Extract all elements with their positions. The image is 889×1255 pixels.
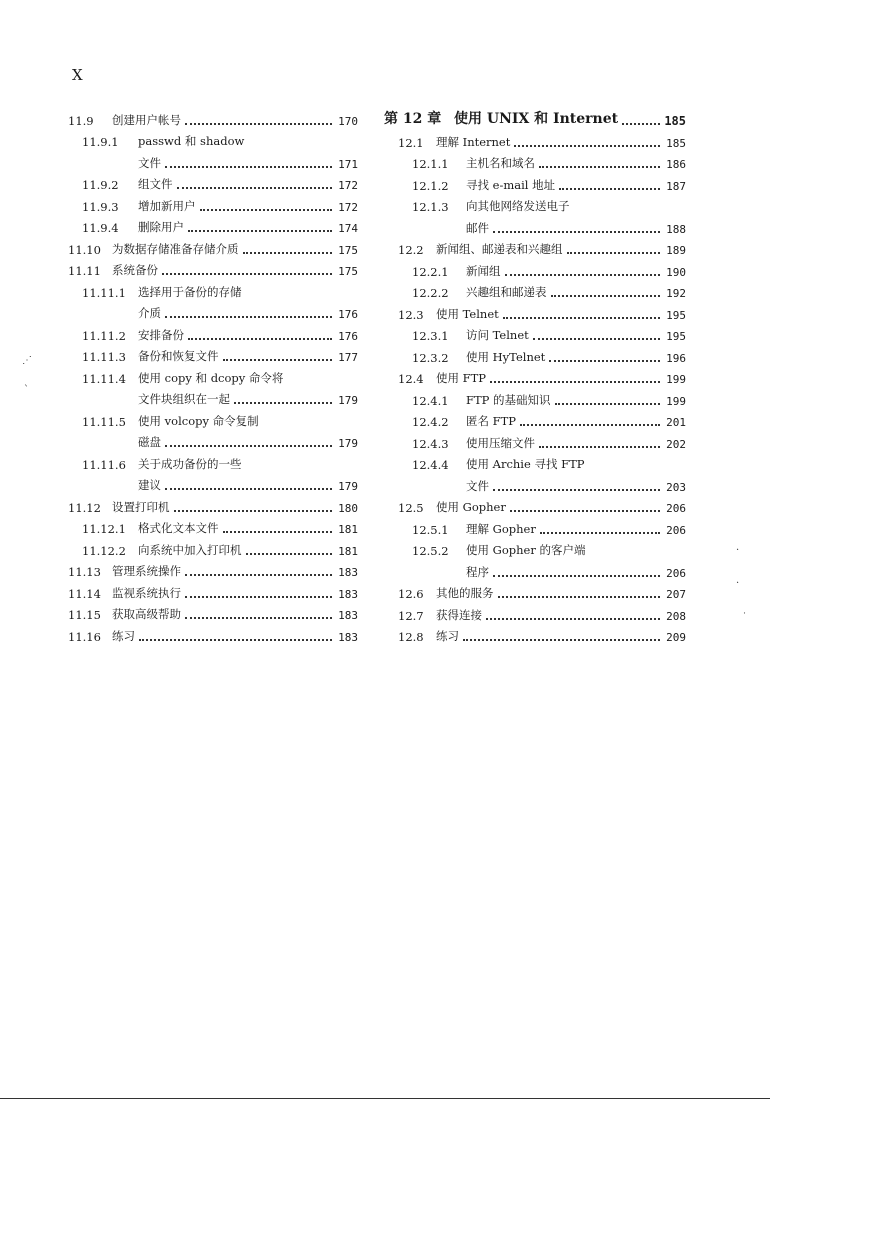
toc-entry-title: 增加新用户 — [138, 198, 196, 213]
toc-page-number: 196 — [666, 351, 686, 365]
toc-entry-title: 匿名 FTP — [466, 414, 517, 428]
toc-page-number: 170 — [338, 114, 358, 128]
toc-leader-dots — [622, 123, 660, 125]
toc-left-column — [68, 106, 358, 644]
toc-leader-dots — [188, 338, 332, 340]
toc-entry-number: 12.2 — [398, 243, 424, 257]
toc-entry — [384, 365, 686, 387]
toc-entry — [68, 364, 358, 386]
toc-page-number: 203 — [666, 480, 686, 494]
toc-leader-dots — [200, 209, 333, 211]
toc-entry-title: 介质 — [138, 306, 161, 320]
toc-page-number: 181 — [338, 544, 358, 558]
toc-entry-title: 获得连接 — [436, 607, 482, 622]
toc-entry-title: 创建用户帐号 — [112, 112, 181, 127]
toc-entry-number: 11.14 — [68, 586, 101, 601]
toc-entry — [384, 558, 686, 580]
toc-leader-dots — [549, 360, 660, 362]
toc-leader-dots — [520, 424, 660, 426]
toc-entry-title: FTP 的基础知识 — [466, 392, 551, 407]
toc-entry-title: 组文件 — [138, 177, 173, 191]
toc-page-number: 209 — [666, 631, 686, 644]
toc-entry — [68, 321, 358, 343]
toc-entry-number: 12.5.1 — [412, 522, 449, 537]
toc-leader-dots — [165, 166, 332, 168]
toc-entry-number: 11.11.5 — [82, 414, 126, 429]
toc-entry — [68, 407, 358, 429]
toc-entry-number: 11.11.2 — [82, 328, 126, 343]
toc-leader-dots — [234, 402, 332, 404]
scan-speck: · — [736, 545, 740, 556]
toc-entry-number: 11.9 — [68, 113, 94, 128]
toc-entry-number: 12.8 — [398, 630, 424, 644]
toc-page-number: 179 — [338, 480, 358, 493]
toc-entry — [68, 601, 358, 623]
toc-entry — [384, 300, 686, 322]
toc-entry — [68, 536, 358, 558]
toc-entry-number: 12.3.1 — [412, 329, 449, 343]
toc-page-number: 208 — [666, 609, 686, 623]
toc-entry-number: 12.6 — [398, 587, 424, 601]
toc-entry — [384, 386, 686, 408]
toc-entry-number: 11.15 — [68, 608, 101, 622]
toc-leader-dots — [139, 639, 332, 641]
toc-entry-number: 11.11 — [68, 264, 101, 278]
toc-entry-title: 格式化文本文件 — [138, 521, 219, 535]
toc-entry — [384, 193, 686, 215]
toc-entry-number: 11.16 — [68, 629, 101, 644]
toc-entry-number: 12.4.3 — [412, 436, 449, 451]
toc-entry-title: 为数据存储准备存储介质 — [112, 241, 239, 256]
toc-entry-title: 理解 Gopher — [466, 521, 536, 536]
toc-entry — [68, 493, 358, 515]
toc-leader-dots — [243, 252, 333, 254]
toc-entry — [384, 128, 686, 150]
toc-entry — [68, 386, 358, 408]
toc-entry-number: 11.11.3 — [82, 350, 126, 364]
toc-entry — [68, 515, 358, 537]
toc-entry — [384, 322, 686, 344]
toc-leader-dots — [463, 639, 660, 641]
toc-entry-number: 12.4.2 — [412, 415, 449, 429]
toc-entry-title: 练习 — [436, 629, 459, 643]
toc-entry — [384, 601, 686, 623]
toc-entry-number: 12.4.4 — [412, 458, 449, 472]
toc-entry-number: 11.12 — [68, 500, 101, 515]
toc-entry — [384, 150, 686, 172]
toc-entry — [384, 472, 686, 494]
toc-entry-title: 使用 FTP — [436, 371, 487, 385]
toc-entry — [384, 580, 686, 602]
toc-entry-title: 使用 Archie 寻找 FTP — [466, 457, 585, 471]
toc-entry — [384, 279, 686, 301]
toc-leader-dots — [567, 252, 661, 254]
toc-entry-title: 使用 Gopher 的客户端 — [466, 543, 586, 557]
toc-leader-dots — [555, 403, 660, 405]
toc-leader-dots — [539, 446, 660, 448]
toc-entry-number: 11.10 — [68, 242, 101, 257]
toc-entry-title: 文件块组织在一起 — [138, 392, 230, 406]
toc-entry — [384, 171, 686, 193]
toc-leader-dots — [185, 574, 332, 576]
toc-leader-dots — [223, 531, 333, 533]
toc-page-number: 181 — [338, 523, 358, 536]
toc-page-number: 190 — [666, 265, 686, 279]
toc-page-number: 187 — [666, 179, 686, 193]
toc-page-number: 179 — [338, 394, 358, 407]
toc-entry — [68, 171, 358, 193]
toc-leader-dots — [188, 230, 332, 232]
toc-page-number: 206 — [666, 502, 686, 515]
toc-page-number: 186 — [666, 158, 686, 171]
toc-entry-title: 删除用户 — [138, 220, 184, 234]
toc-entry — [68, 106, 358, 128]
toc-entry-title: 使用 volcopy 命令复制 — [138, 413, 259, 428]
scan-speck: ˙ — [742, 612, 747, 623]
toc-page-number: 177 — [338, 351, 358, 364]
toc-entry-number: 11.9.1 — [82, 135, 119, 149]
toc-entry-number: 12.7 — [398, 608, 424, 623]
toc-entry-number: 12.1.1 — [412, 157, 449, 171]
toc-entry-number: 12.5.2 — [412, 544, 449, 558]
toc-entry-title: 主机名和域名 — [466, 156, 535, 170]
toc-entry — [68, 579, 358, 601]
toc-entry-title: 获取高级帮助 — [112, 607, 181, 621]
toc-page-number: 176 — [338, 308, 358, 321]
toc-entry-title: 向系统中加入打印机 — [138, 542, 242, 557]
toc-page-number: 195 — [666, 330, 686, 343]
toc-entry — [68, 192, 358, 214]
toc-entry-title: 邮件 — [466, 220, 489, 235]
toc-page-number: 199 — [666, 394, 686, 408]
toc-entry — [68, 472, 358, 494]
toc-leader-dots — [185, 123, 332, 125]
toc-entry-title: 访问 Telnet — [466, 328, 529, 342]
toc-entry-title: 监视系统执行 — [112, 585, 181, 600]
toc-page-number: 180 — [338, 501, 358, 515]
toc-page-number: 172 — [338, 179, 358, 192]
toc-entry — [68, 429, 358, 451]
toc-entry-number: 11.9.4 — [82, 221, 119, 235]
toc-leader-dots — [539, 166, 660, 168]
toc-entry-title: 选择用于备份的存储 — [138, 284, 242, 299]
toc-entry-number: 12.5 — [398, 501, 424, 515]
toc-page-number: 185 — [666, 136, 686, 150]
toc-entry-title: 新闻组、邮递表和兴趣组 — [436, 242, 563, 256]
toc-entry-number: 12.4 — [398, 372, 424, 386]
toc-entry-title: 使用 Gopher — [436, 500, 506, 514]
toc-entry — [68, 235, 358, 257]
toc-entry-number: 11.9.3 — [82, 199, 119, 214]
toc-entry-title: 文件 — [466, 478, 489, 493]
toc-entry — [384, 343, 686, 365]
toc-page-number: 195 — [666, 308, 686, 322]
toc-entry-title: 使用 copy 和 dcopy 命令将 — [138, 370, 284, 385]
toc-page-number: 206 — [666, 566, 686, 580]
toc-page-number: 201 — [666, 416, 686, 429]
page-number: X — [72, 66, 83, 84]
toc-leader-dots — [246, 553, 333, 555]
toc-entry-number: 11.12.1 — [82, 522, 126, 536]
toc-entry-title: passwd 和 shadow — [138, 134, 245, 148]
toc-leader-dots — [498, 596, 661, 598]
toc-page-number: 189 — [666, 244, 686, 257]
toc-entry-title: 设置打印机 — [112, 499, 170, 514]
toc-entry-title: 新闻组 — [466, 263, 501, 278]
toc-entry — [68, 450, 358, 472]
toc-entry-title: 理解 Internet — [436, 134, 511, 149]
toc-entry-number: 11.11.1 — [82, 285, 126, 300]
toc-entry — [384, 623, 686, 645]
toc-entry-title: 系统备份 — [112, 263, 158, 277]
toc-page-number: 206 — [666, 523, 686, 537]
toc-entry-number: 11.11.6 — [82, 457, 126, 472]
toc-right-column — [384, 106, 686, 644]
toc-entry — [384, 515, 686, 537]
toc-entry — [384, 408, 686, 430]
toc-page-number: 175 — [338, 265, 358, 278]
toc-entry-title: 练习 — [112, 628, 135, 643]
toc-entry — [384, 257, 686, 279]
toc-page-number: 185 — [664, 114, 686, 128]
toc-entry-number: 12.4.1 — [412, 393, 449, 408]
toc-entry-title: 安排备份 — [138, 327, 184, 342]
toc-page-number: 171 — [338, 157, 358, 171]
toc-entry-title: 建议 — [138, 478, 161, 492]
toc-entry-number: 11.11.4 — [82, 371, 126, 386]
toc-entry — [384, 494, 686, 516]
toc-leader-dots — [540, 532, 660, 534]
toc-leader-dots — [162, 273, 332, 275]
toc-entry — [68, 343, 358, 365]
toc-entry — [384, 451, 686, 473]
toc-entry-number: 12.1.2 — [412, 178, 449, 193]
toc-entry-title: 其他的服务 — [436, 586, 494, 600]
toc-entry — [68, 558, 358, 580]
toc-leader-dots — [551, 295, 661, 297]
toc-entry — [68, 128, 358, 150]
toc-leader-dots — [185, 617, 332, 619]
toc-page-number: 183 — [338, 630, 358, 644]
toc-leader-dots — [165, 316, 332, 318]
toc-entry-title: 管理系统操作 — [112, 564, 181, 578]
toc-entry-number: 12.2.1 — [412, 264, 449, 279]
toc-entry-title: 文件 — [138, 155, 161, 170]
toc-leader-dots — [559, 188, 660, 190]
toc-leader-dots — [493, 231, 660, 233]
toc-entry — [68, 257, 358, 279]
scan-speck: ⋰ — [22, 355, 32, 366]
toc-entry — [68, 622, 358, 644]
toc-entry-number: 12.1.3 — [412, 200, 449, 214]
toc-entry — [68, 278, 358, 300]
toc-entry-title: 备份和恢复文件 — [138, 349, 219, 363]
toc-leader-dots — [505, 274, 661, 276]
toc-page-number: 172 — [338, 200, 358, 214]
toc-entry — [68, 149, 358, 171]
scan-speck: ` — [24, 385, 29, 396]
toc-entry — [68, 214, 358, 236]
toc-entry-title: 向其他网络发送电子 — [466, 199, 570, 213]
toc-leader-dots — [223, 359, 333, 361]
toc-leader-dots — [165, 488, 332, 490]
toc-entry-title: 磁盘 — [138, 435, 161, 449]
toc-entry-number: 12.3.2 — [412, 350, 449, 365]
toc-page-number: 175 — [338, 243, 358, 257]
toc-page-number: 183 — [338, 566, 358, 579]
toc-entry — [68, 300, 358, 322]
toc-entry-number: 11.9.2 — [82, 178, 119, 192]
toc-entry-number: 12.2.2 — [412, 286, 449, 300]
toc-entry-title: 使用压缩文件 — [466, 435, 535, 450]
toc-page-number: 176 — [338, 329, 358, 343]
toc-entry — [384, 537, 686, 559]
toc-leader-dots — [493, 575, 660, 577]
toc-entry — [384, 236, 686, 258]
toc-entry-title: 兴趣组和邮递表 — [466, 285, 547, 299]
toc-leader-dots — [177, 187, 333, 189]
toc-entry — [384, 214, 686, 236]
toc-leader-dots — [490, 381, 660, 383]
toc-page-number: 174 — [338, 222, 358, 235]
toc-entry-title: 使用 HyTelnet — [466, 349, 546, 364]
toc-entry-number: 第 12 章 — [384, 111, 442, 127]
toc-leader-dots — [533, 338, 660, 340]
toc-page-number: 199 — [666, 373, 686, 386]
scan-speck: · — [736, 578, 740, 589]
toc-leader-dots — [486, 618, 660, 620]
toc-page-number: 179 — [338, 437, 358, 450]
toc-leader-dots — [514, 145, 660, 147]
toc-leader-dots — [185, 596, 332, 598]
toc-entry-number: 11.12.2 — [82, 543, 126, 558]
toc-page-number: 192 — [666, 287, 686, 300]
toc-leader-dots — [510, 510, 660, 512]
toc-page-number: 183 — [338, 587, 358, 601]
toc-entry-title: 使用 Telnet — [436, 306, 499, 321]
toc-entry-title: 程序 — [466, 564, 489, 579]
toc-entry-number: 11.13 — [68, 565, 101, 579]
toc-entry-number: 12.1 — [398, 135, 424, 150]
toc-entry-title: 使用 UNIX 和 Internet — [454, 111, 619, 127]
toc-entry-number: 12.3 — [398, 307, 424, 322]
toc-page-number: 207 — [666, 588, 686, 601]
toc-page-number: 202 — [666, 437, 686, 451]
toc-leader-dots — [174, 510, 333, 512]
toc-entry — [384, 429, 686, 451]
toc-entry-title: 关于成功备份的一些 — [138, 456, 242, 471]
toc-leader-dots — [165, 445, 332, 447]
bottom-rule — [0, 1098, 770, 1099]
toc-leader-dots — [503, 317, 660, 319]
toc-chapter-entry — [384, 106, 686, 128]
toc-entry-title: 寻找 e-mail 地址 — [466, 177, 556, 192]
toc-page-number: 183 — [338, 609, 358, 622]
toc-leader-dots — [493, 489, 660, 491]
toc-page-number: 188 — [666, 222, 686, 236]
